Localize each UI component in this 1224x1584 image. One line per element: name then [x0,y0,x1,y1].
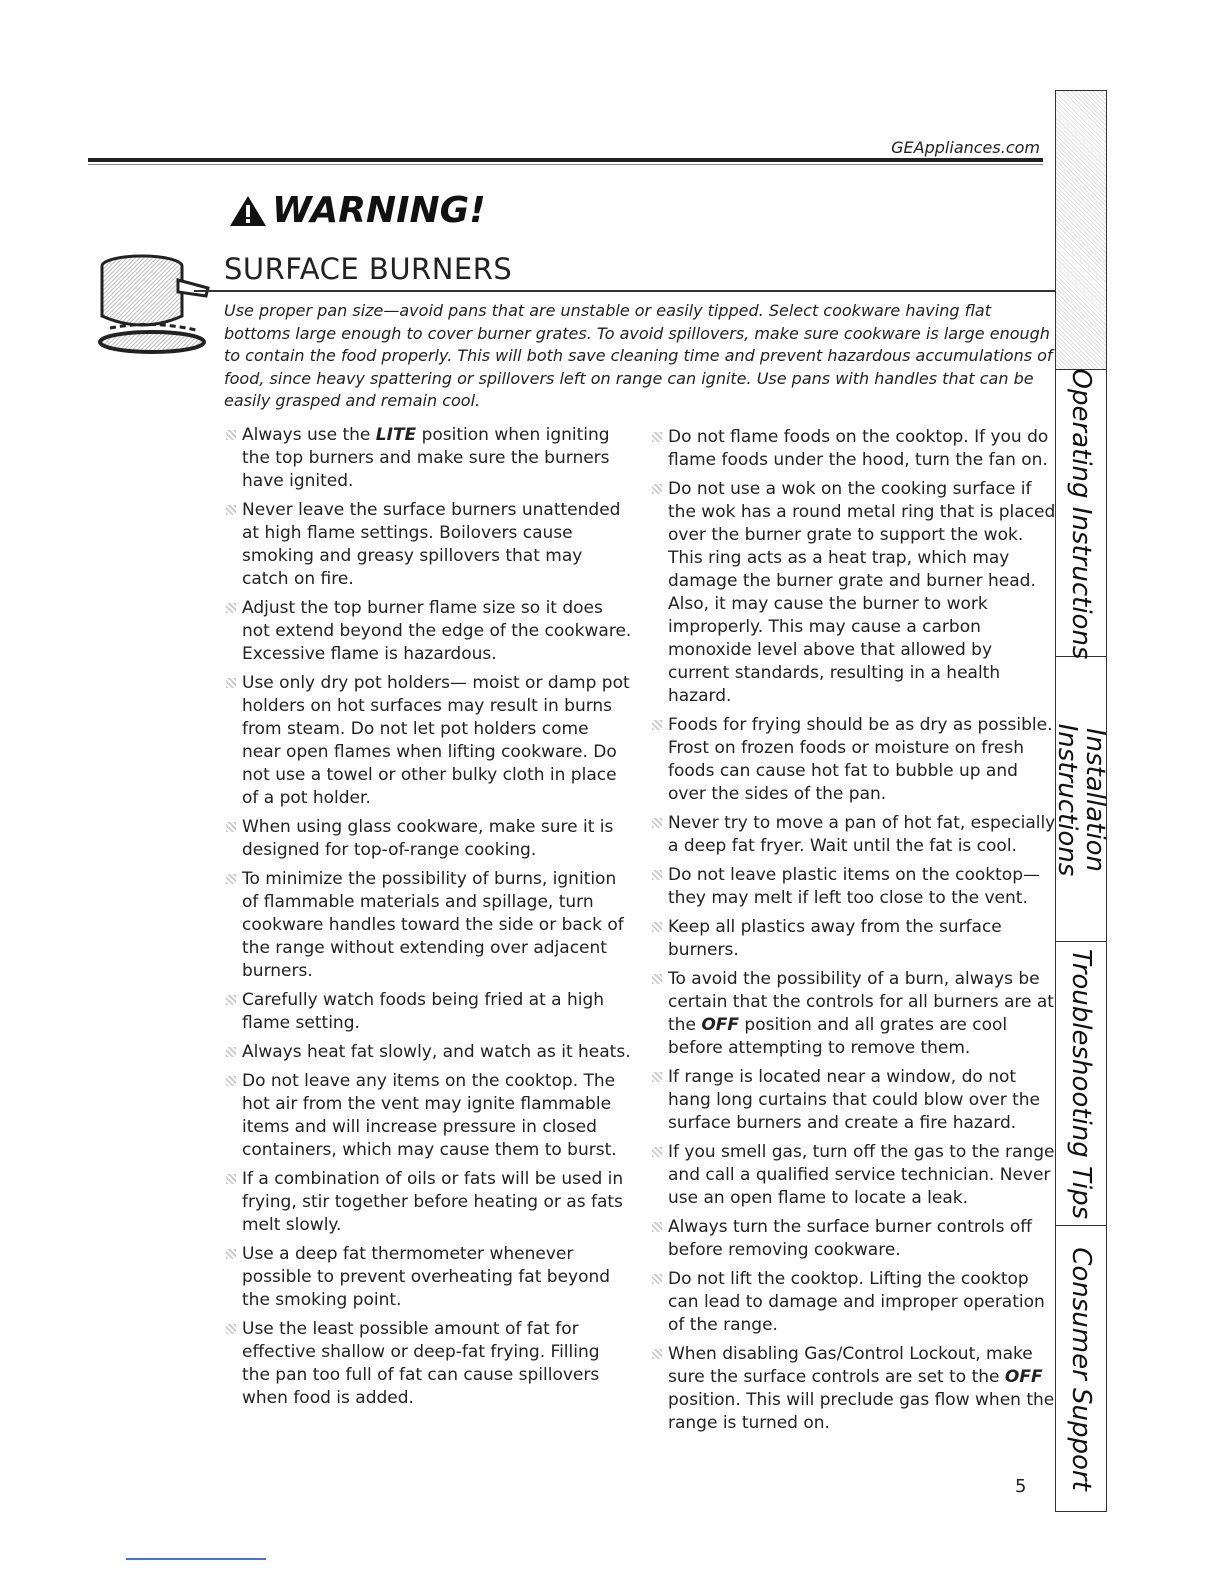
bullet-icon [226,995,236,1005]
bullet-text-pre: Do not flame foods on the cooktop. If you do flame foods under the hood, turn the fan on. [668,427,1049,470]
bullet-item [222,597,632,666]
bullet-item [222,989,632,1035]
tab-troubleshooting-tips[interactable] [1056,943,1106,1226]
bullet-item [648,1216,1058,1262]
bullet-text-pre: Foods for frying should be as dry as possible. Frost on frozen foods or moisture on fresh foods can cause hot fat to bubble up and over the sides of the pan. [668,715,1053,804]
bullet-icon [226,1249,236,1259]
right-column [648,426,1058,1441]
tab-blank [1056,91,1106,370]
bullet-text-pre: If you smell gas, turn off the gas to the range and call a qualified service technician. Never use an open flame to locate a leak. [668,1142,1055,1208]
warning-triangle-icon [228,194,268,228]
bullet-icon [226,505,236,515]
bullet-icon [652,1222,662,1232]
left-column [222,424,632,1416]
bullet-item [222,424,632,493]
section-title: SURFACE BURNERS [224,252,513,286]
bullet-text-pre: When using glass cookware, make sure it is designed for top-of-range cooking. [242,817,614,860]
section-rule [194,290,1056,292]
bullet-item [648,1343,1058,1435]
bullet-text-pre: If a combination of oils or fats will be used in frying, stir together before heating or as fats melt slowly. [242,1169,624,1235]
bullet-text-em: OFF [1004,1367,1043,1387]
tab-consumer-support[interactable] [1056,1227,1106,1511]
bullet-text-pre: Do not leave plastic items on the cooktop— they may melt if left too close to the vent. [668,865,1040,908]
bullet-text-pre: Use only dry pot holders— moist or damp pot holders on hot surfaces may result in burns from steam. Do not let pot holders come near open flames when lifting cookware. Do not use a towel or other bulky cloth in place of a pot holder. [242,673,630,808]
header-rule-thin [88,164,1043,165]
bullet-icon [652,432,662,442]
bullet-text-pre: Do not use a wok on the cooking surface if the wok has a round metal ring that is placed over the burner grate to support the wok. This ring acts as a heat trap, which may damage the burner grate and burner head. Also, it may cause the burner to work improperly. This may cause a carbon monoxide level above that allowed by current standards, resulting in a health hazard. [668,479,1056,706]
bullet-text-em: OFF [701,1015,739,1035]
bullet-text-pre: Carefully watch foods being fried at a high flame setting. [242,990,605,1033]
bullet-icon [226,1047,236,1057]
bullet-text-pre: When disabling Gas/Control Lockout, make sure the surface controls are set to the [668,1344,1033,1387]
bullet-icon [652,818,662,828]
bullet-text-pre: Do not lift the cooktop. Lifting the cooktop can lead to damage and improper operation of the range. [668,1269,1045,1335]
bullet-icon [652,870,662,880]
site-url: GEAppliances.com [891,138,1040,157]
bullet-icon [652,922,662,932]
bullet-text-post: position and all grates are cool before attempting to remove them. [668,1015,1008,1058]
bullet-item [648,1066,1058,1135]
bullet-item [222,1168,632,1237]
tab-label: Operating Instructions [1066,368,1096,659]
bullet-icon [226,678,236,688]
bullet-item [648,916,1058,962]
bullet-icon [652,484,662,494]
bullet-item [222,499,632,591]
tab-installation-instructions[interactable] [1052,658,1110,942]
tab-label: Installation Instructions [1052,723,1110,876]
bullet-text-post: position when igniting the top burners and make sure the burners have ignited. [242,425,610,491]
tab-label: Troubleshooting Tips [1066,948,1096,1220]
bullet-text-pre: If range is located near a window, do not hang long curtains that could blow over the surface burners and create a fire hazard. [668,1067,1041,1133]
bullet-text-pre: Do not leave any items on the cooktop. The hot air from the vent may ignite flammable items and will increase pressure in closed containers, which may cause them to burst. [242,1071,617,1160]
bullet-icon [652,720,662,730]
bullet-item [648,426,1058,472]
bullet-item [222,816,632,862]
bullet-text-pre: Use a deep fat thermometer whenever possible to prevent overheating fat beyond the smoking point. [242,1244,611,1310]
bullet-item [222,672,632,810]
bullet-item [648,864,1058,910]
scan-mark-line [126,1558,266,1560]
bullet-text-pre: Never try to move a pan of hot fat, especially a deep fat fryer. Wait until the fat is cool. [668,813,1056,856]
warning-title: WARNING! [272,190,486,231]
bullet-text-pre: Keep all plastics away from the surface burners. [668,917,1002,960]
bullet-item [648,1141,1058,1210]
warning-heading [228,190,486,231]
bullet-icon [226,1076,236,1086]
bullet-text-post: position. This will preclude gas flow when the range is turned on. [668,1390,1055,1433]
section-intro: Use proper pan size—avoid pans that are unstable or easily tipped. Select cookware having flat bottoms large enough to cover burner grates. To avoid spillovers, make sure cookware is large enough to contain the food properly. This will both save cleaning time and prevent hazardous accumulations of food, since heavy spattering or spillovers left on range can ignite. Use pans with handles that can be easily grasped and remain cool. [224,301,1053,410]
bullet-icon [226,822,236,832]
page-number: 5 [1015,1476,1027,1497]
bullet-item [222,868,632,983]
bullet-text-pre: Always use the [242,425,376,445]
bullet-item [648,714,1058,806]
header-rule [88,158,1043,162]
bullet-text-pre: Always turn the surface burner controls off before removing cookware. [668,1217,1033,1260]
bullet-item [648,478,1058,708]
bullet-text-pre: Never leave the surface burners unattended at high flame settings. Boilovers cause smoking and greasy spillovers that may catch on fire. [242,500,621,589]
bullet-item [648,968,1058,1060]
bullet-item [222,1243,632,1312]
bullet-icon [652,1274,662,1284]
bullet-icon [226,874,236,884]
bullet-icon [652,974,662,984]
bullet-icon [226,1324,236,1334]
bullet-icon [652,1072,662,1082]
bullet-icon [652,1349,662,1359]
bullet-text-pre: Adjust the top burner flame size so it does not extend beyond the edge of the cookware. Excessive flame is hazardous. [242,598,632,664]
bullet-item [222,1070,632,1162]
bullet-item [648,812,1058,858]
bullet-item [222,1318,632,1410]
tab-label: Consumer Support [1066,1247,1096,1491]
bullet-text-pre: Always heat fat slowly, and watch as it heats. [242,1042,631,1062]
bullet-icon [226,603,236,613]
bullet-text-pre: To minimize the possibility of burns, ignition of flammable materials and spillage, turn cookware handles toward the side or back of the range without extending over adjacent burners. [242,869,624,981]
pan-on-burner-icon [96,250,214,354]
bullet-icon [652,1147,662,1157]
side-tabs [1052,90,1110,1512]
bullet-item [648,1268,1058,1337]
bullet-text-pre: To avoid the possibility of a burn, always be certain that the controls for all burners are at the [668,969,1054,1035]
bullet-icon [226,1174,236,1184]
bullet-text-em: LITE [375,425,417,445]
bullet-text-pre: Use the least possible amount of fat for effective shallow or deep-fat frying. Filling the pan too full of fat can cause spillovers when food is added. [242,1319,600,1408]
bullet-item [222,1041,632,1064]
bullet-icon [226,430,236,440]
tab-operating-instructions[interactable] [1056,368,1106,659]
